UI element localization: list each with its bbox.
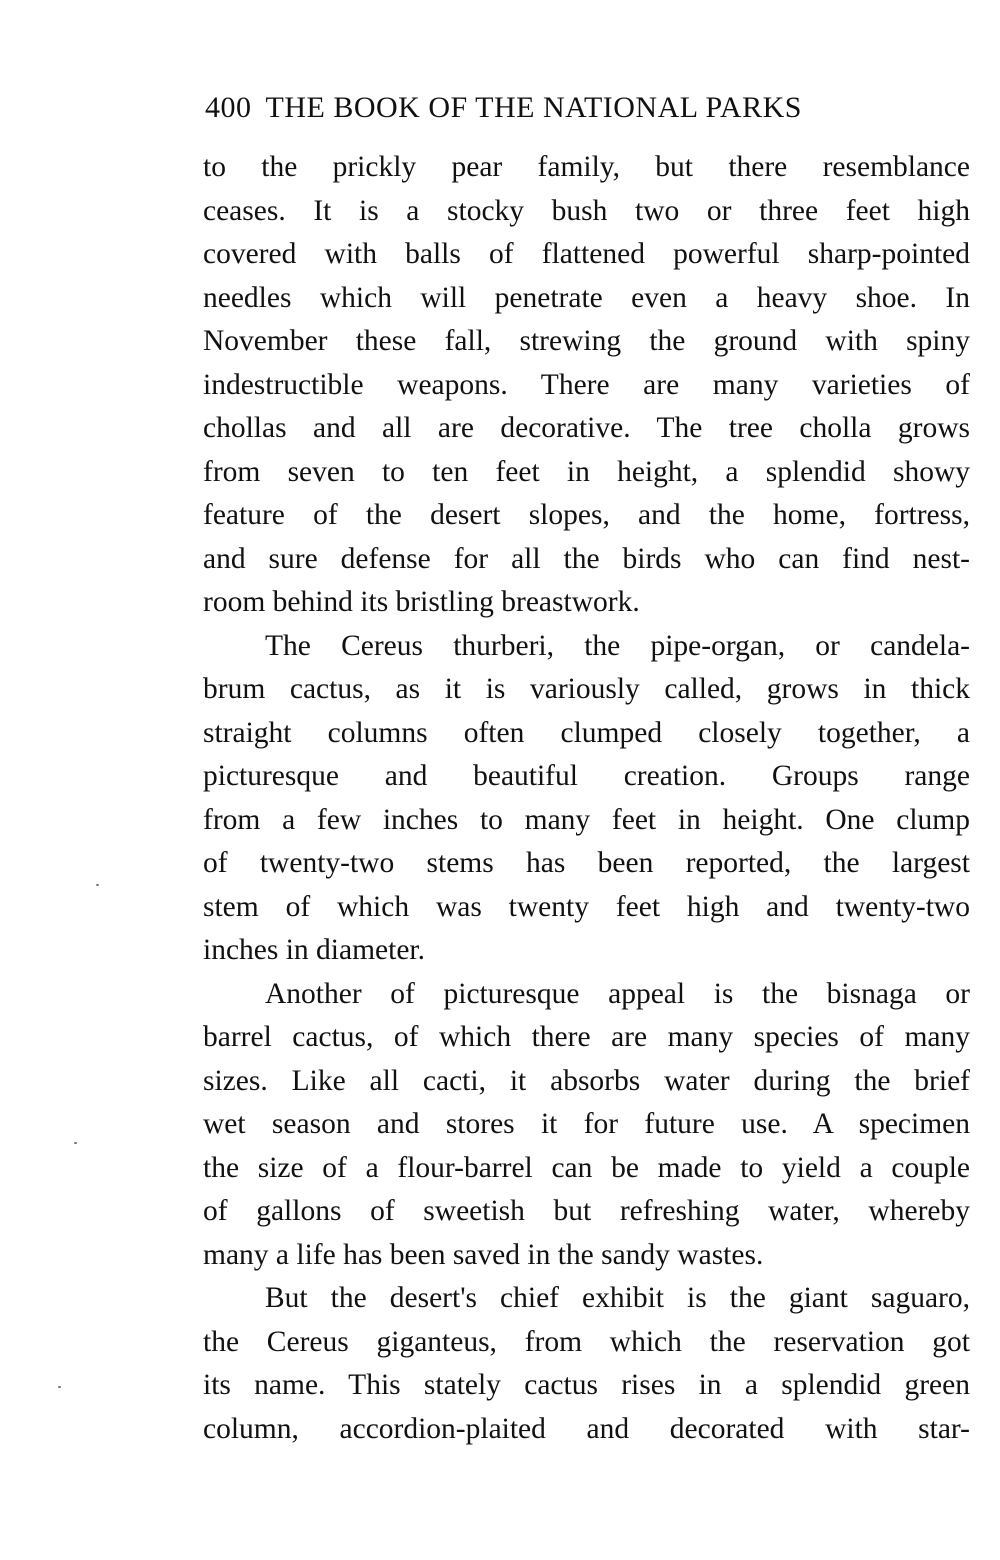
text-line: The Cereus thurberi, the pipe-organ, or candela- xyxy=(265,629,970,662)
text-line: inches in diameter. xyxy=(203,934,425,966)
scan-speck xyxy=(58,1386,61,1388)
text-line: many a life has been saved in the sandy wastes. xyxy=(203,1238,764,1271)
text-line: November these fall, strewing the ground with spiny xyxy=(203,325,970,357)
text-line: But the desert's chief exhibit is the giant saguaro, xyxy=(265,1282,970,1314)
text-line: column, accordion-plaited and decorated with star- xyxy=(203,1412,970,1445)
body-text xyxy=(203,146,970,1451)
page-number: 400 xyxy=(205,91,252,124)
paragraph-bisnaga xyxy=(203,973,970,1278)
book-title: THE BOOK OF THE NATIONAL PARKS xyxy=(265,91,802,124)
text-line: needles which will penetrate even a heavy shoe. In xyxy=(203,281,970,314)
text-line: brum cactus, as it is variously called, grows in thick xyxy=(203,673,970,705)
text-line: room behind its bristling breastwork. xyxy=(203,586,640,618)
text-line: the Cereus giganteus, from which the reservation got xyxy=(203,1325,970,1358)
text-line: Another of picturesque appeal is the bisnaga or xyxy=(265,977,970,1010)
text-line: the size of a flour-barrel can be made to yield a couple xyxy=(203,1151,970,1184)
text-line: barrel cactus, of which there are many species of many xyxy=(203,1021,970,1053)
text-line: to the prickly pear family, but there resemblance xyxy=(203,151,970,183)
running-head xyxy=(205,88,970,128)
text-line: of twenty-two stems has been reported, the largest xyxy=(203,847,970,879)
text-line: stem of which was twenty feet high and twenty-two xyxy=(203,890,970,923)
text-line: sizes. Like all cacti, it absorbs water during the brief xyxy=(203,1064,970,1097)
text-line: feature of the desert slopes, and the home, fortress, xyxy=(203,499,970,531)
text-line: covered with balls of flattened powerful sharp-pointed xyxy=(203,238,970,270)
text-line: straight columns often clumped closely together, a xyxy=(203,716,970,749)
text-line: ceases. It is a stocky bush two or three feet high xyxy=(203,194,970,227)
text-line: wet season and stores it for future use. A specimen xyxy=(203,1108,970,1140)
text-line: of gallons of sweetish but refreshing water, whereby xyxy=(203,1195,970,1227)
text-line: from seven to ten feet in height, a splendid showy xyxy=(203,455,970,488)
scan-speck xyxy=(96,884,99,886)
text-line: picturesque and beautiful creation. Groups range xyxy=(203,760,970,792)
text-line: indestructible weapons. There are many varieties of xyxy=(203,368,970,401)
paragraph-cholla xyxy=(203,146,970,625)
text-line: chollas and all are decorative. The tree cholla grows xyxy=(203,412,970,444)
text-line: and sure defense for all the birds who can find nest- xyxy=(203,542,970,575)
paragraph-cereus-thurberi xyxy=(203,625,970,973)
text-line: its name. This stately cactus rises in a splendid green xyxy=(203,1369,970,1401)
scan-speck xyxy=(74,1142,77,1144)
paragraph-saguaro xyxy=(203,1277,970,1451)
text-line: from a few inches to many feet in height. One clump xyxy=(203,803,970,836)
